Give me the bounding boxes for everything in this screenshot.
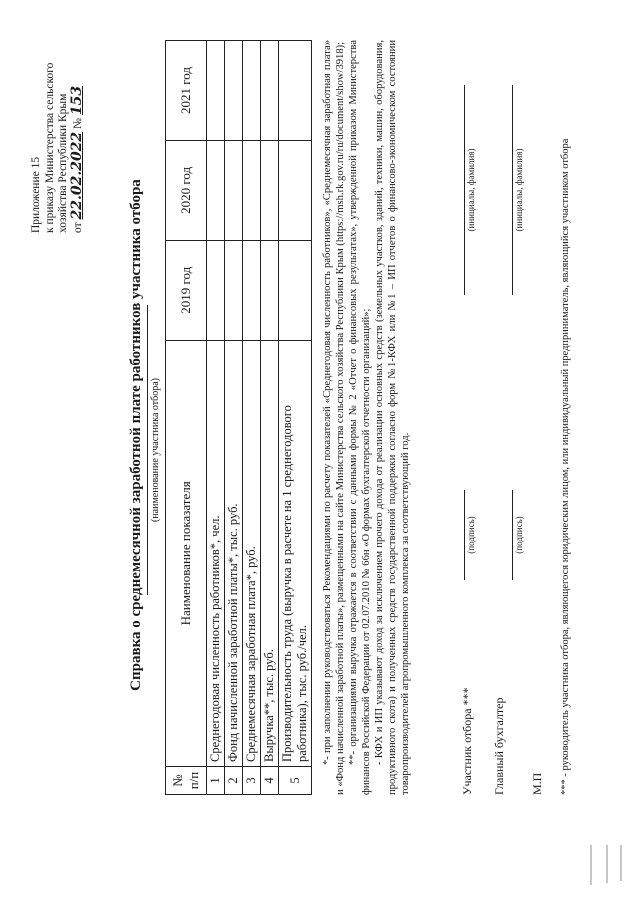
cell-2020 <box>261 140 279 240</box>
scan-artifact <box>620 845 622 881</box>
participant-signature-label: Участник отбора *** <box>460 687 474 795</box>
participant-name-line <box>147 305 148 595</box>
accountant-signature-caption: (подпись) <box>514 516 524 554</box>
row-number: 5 <box>279 767 312 795</box>
appendix-header <box>30 3 85 233</box>
participant-name-caption: (наименование участника отбора) <box>150 378 161 522</box>
participant-name-signature-line <box>464 85 465 295</box>
cell-2021 <box>225 41 243 141</box>
cell-2021 <box>261 41 279 141</box>
cell-2020 <box>225 140 243 240</box>
row-indicator: Производительность труда (выручка в расчете на 1 среднегодового работника), тыс. руб./чел. <box>279 340 312 766</box>
cell-2019 <box>225 240 243 340</box>
stamp-label: М.П <box>530 772 544 795</box>
row-indicator: Среднемесячная заработная плата*, руб. <box>243 340 261 766</box>
appendix-line-3: хозяйства Республики Крым <box>57 93 69 233</box>
participant-signature-line <box>464 490 465 580</box>
cell-2019 <box>261 240 279 340</box>
scan-artifact <box>590 845 592 885</box>
row-indicator: Выручка**, тыс. руб. <box>261 340 279 766</box>
row-indicator: Фонд начисленной заработной платы*, тыс. руб. <box>225 340 243 766</box>
appendix-line-1: Приложение 15 <box>30 156 42 233</box>
accountant-name-line <box>512 85 513 295</box>
table-header-row <box>166 41 207 795</box>
cell-2021 <box>207 41 225 141</box>
accountant-signature-label: Главный бухгалтер <box>492 697 506 795</box>
handwritten-date: 22.02.2022 <box>68 131 85 220</box>
handwritten-number: 153 <box>68 85 85 116</box>
scan-artifact <box>606 845 608 883</box>
appendix-date-line <box>68 3 86 233</box>
cell-2020 <box>243 140 261 240</box>
note-1: *- при заполнении руководствоваться Рекомендациями по расчету показателей «Среднегодовая численность работников», «Среднемесячная заработная плата» и «Фонд начисленной заработной платы», размещенными на сайте Министерства сельского хозяйства Республики Крым (https://msh.rk.gov.ru/ru/document/show/3918); <box>322 40 346 795</box>
appendix-line-2: к приказу Министерства сельского <box>43 62 56 233</box>
cell-2020 <box>279 140 312 240</box>
note-3: - КФХ и ИП указывают доход за исключением прочего дохода от реализации основных средств (земельных участков, зданий, техники, машин, оборудования, продуктивного скота) и полученных средств государственной поддержки согласно форм №1-КФХ или №1 – ИП отчетов о финансово-экономическом состоянии товаропроизводителей агропромышленного комплекса за соответствующий год. <box>374 40 411 795</box>
row-number: 2 <box>225 767 243 795</box>
cell-2019 <box>207 240 225 340</box>
cell-2021 <box>279 41 312 141</box>
table-row <box>225 41 243 795</box>
col-header-name: Наименование показателя <box>166 340 207 766</box>
participant-signature-caption: (подпись) <box>466 516 476 554</box>
accountant-signature-line <box>512 490 513 580</box>
document-title: Справка о среднемесячной заработной плате работников участника отбора <box>128 179 144 691</box>
date-prefix: от <box>71 222 84 233</box>
col-header-2019: 2019 год <box>166 240 207 340</box>
row-number: 3 <box>243 767 261 795</box>
row-number: 1 <box>207 767 225 795</box>
row-indicator: Среднегодовая численность работников*, чел. <box>207 340 225 766</box>
cell-2019 <box>279 240 312 340</box>
table-notes <box>321 40 412 795</box>
participant-name-signature-caption: (инициалы, фамилия) <box>466 148 476 232</box>
col-header-2020: 2020 год <box>166 140 207 240</box>
cell-2019 <box>243 240 261 340</box>
col-header-number: № п/п <box>166 767 207 795</box>
accountant-name-caption: (инициалы, фамилия) <box>514 148 524 232</box>
footnote-signatory: *** - руководитель участника отбора, являющегося юридическим лицом, или индивидуальный предприниматель, являющийся участником отбора <box>560 138 571 795</box>
table-row <box>279 41 312 795</box>
col-header-2021: 2021 год <box>166 41 207 141</box>
indicators-table <box>165 40 312 795</box>
table-row <box>207 41 225 795</box>
cell-2021 <box>243 41 261 141</box>
row-number: 4 <box>261 767 279 795</box>
table-row <box>261 41 279 795</box>
cell-2020 <box>207 140 225 240</box>
number-prefix: № <box>71 117 84 129</box>
table-row <box>243 41 261 795</box>
note-2: **- организациями выручка отражается в соответствии с данными формы № 2 «Отчет о финансовых результатах», утвержденной приказом Министерства финансов Российской Федерации от 02.07.2010 № 66н «О формах бухгалтерской отчетности организаций»; <box>348 40 372 795</box>
